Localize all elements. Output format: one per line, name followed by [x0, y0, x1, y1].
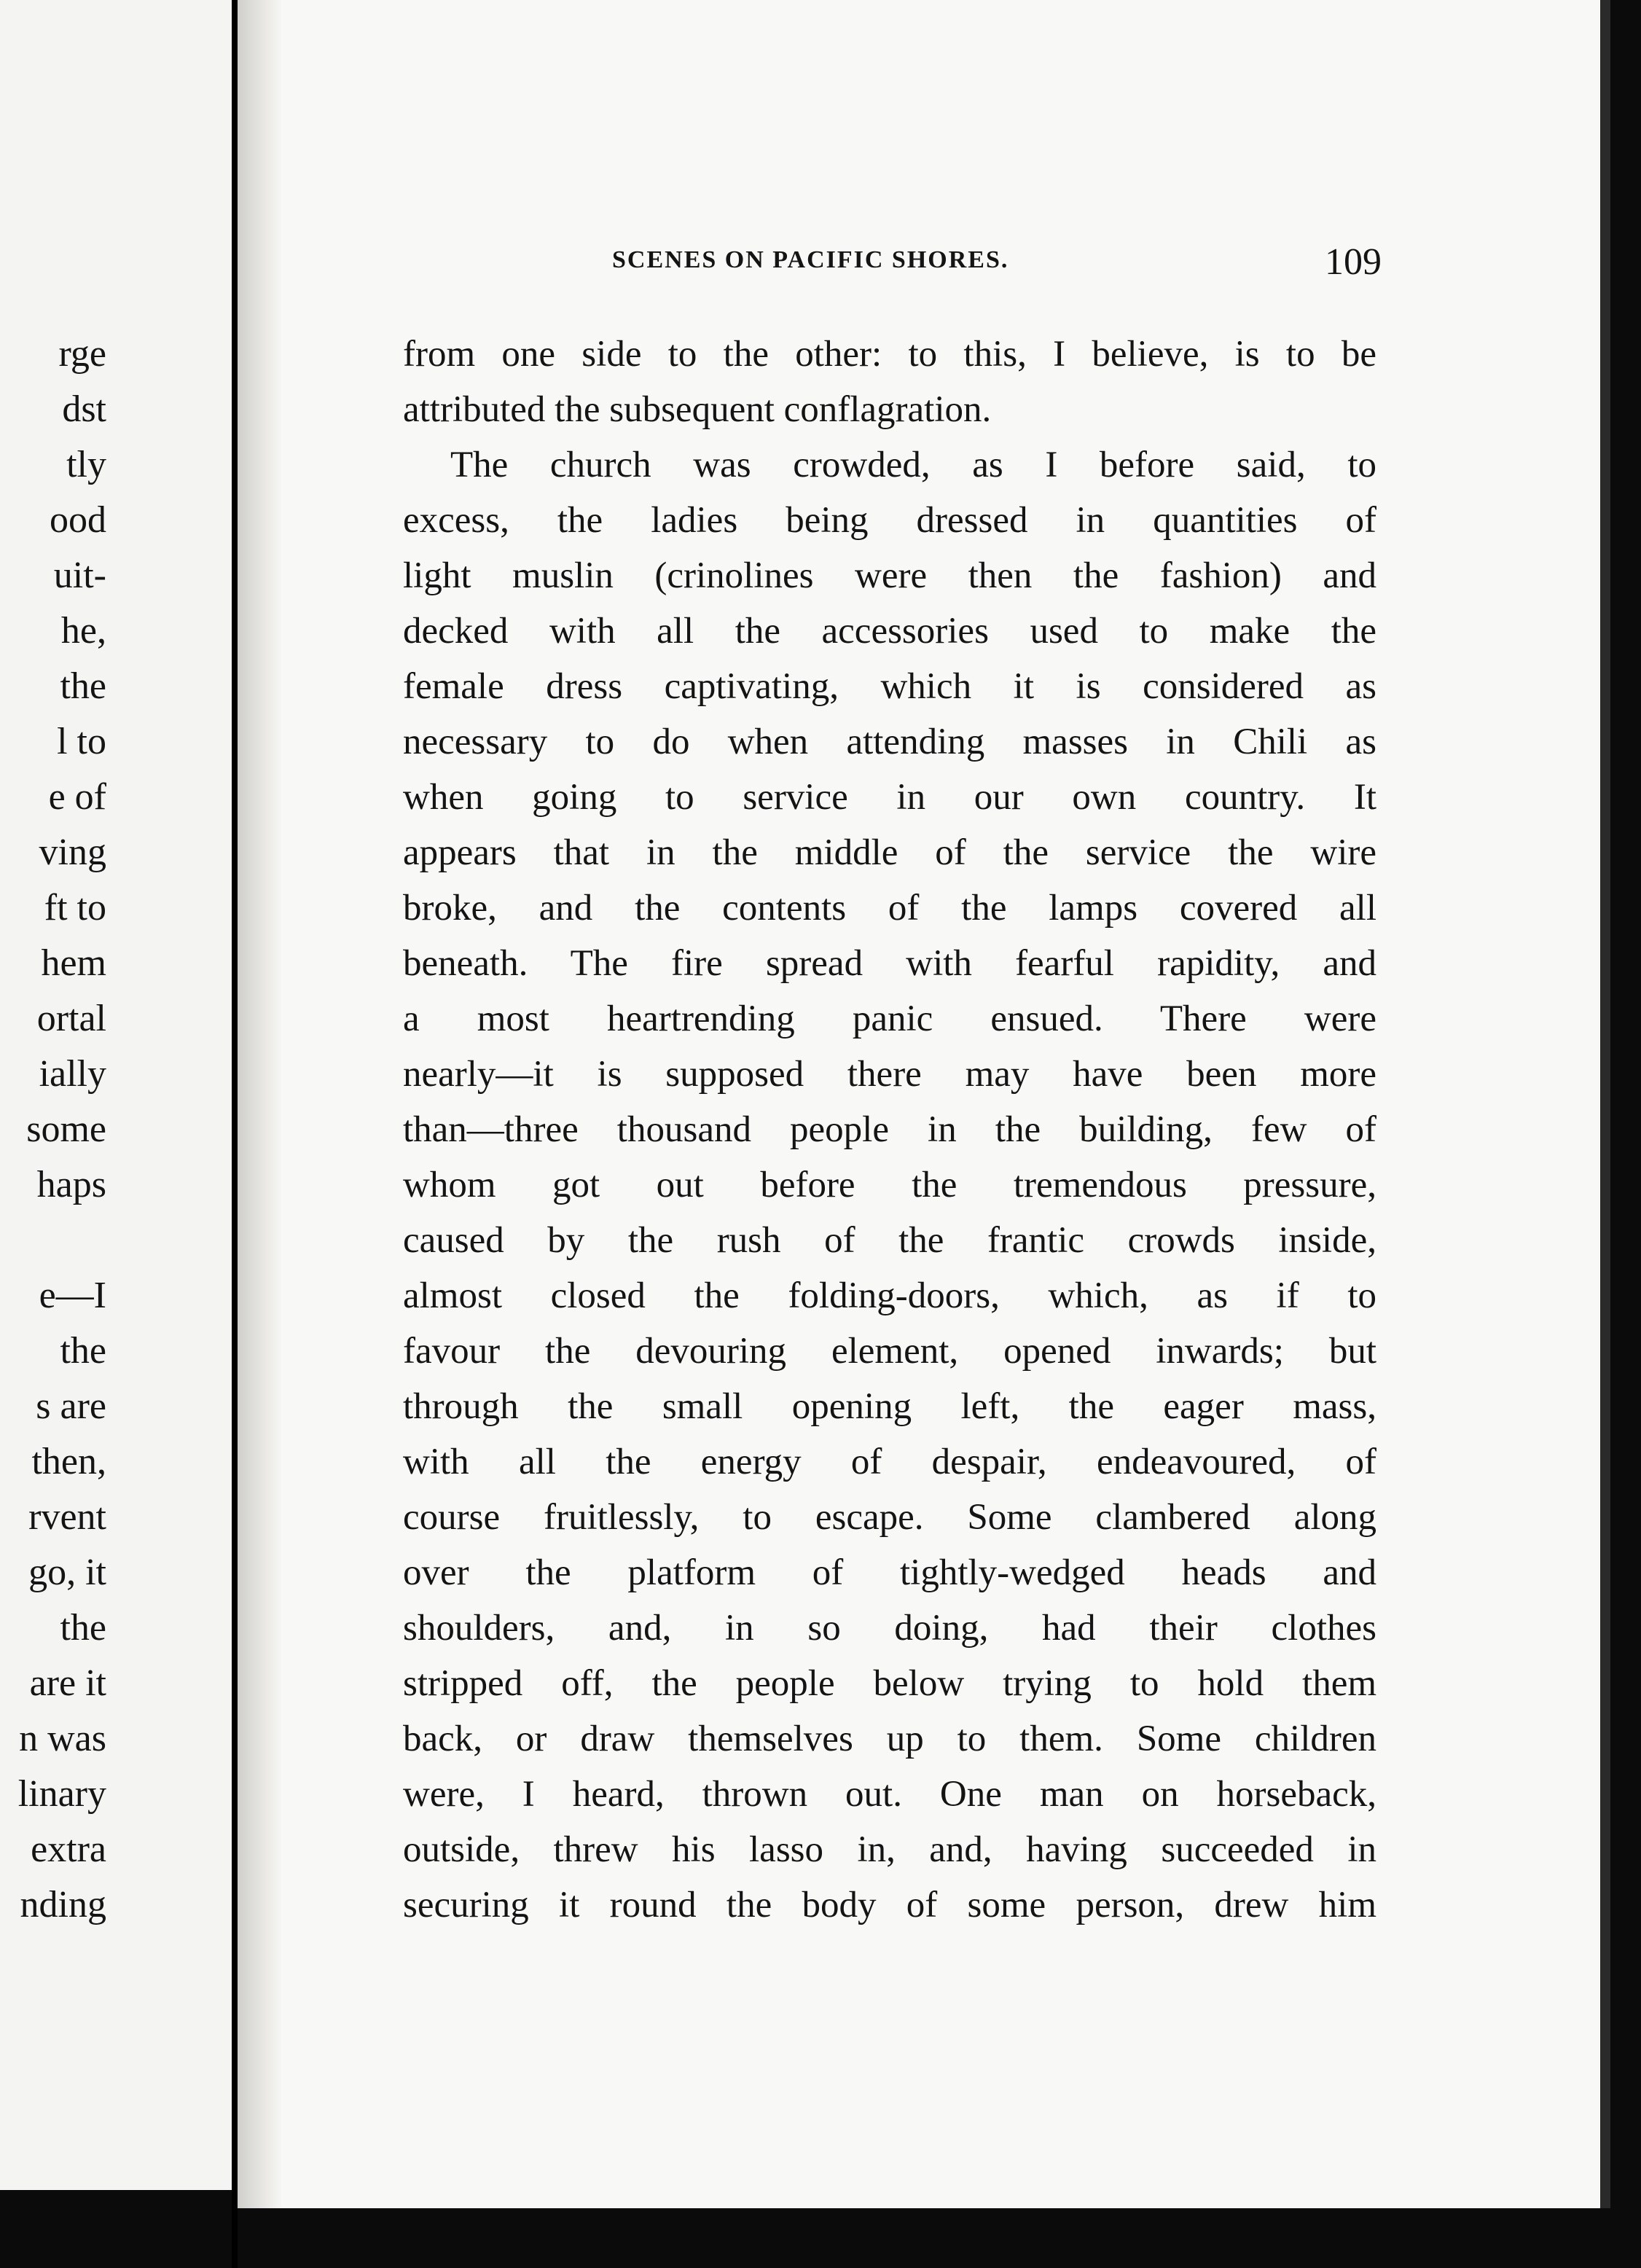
text-line: almost closed the folding-doors, which, as if to [403, 1275, 1376, 1316]
text-line: back, or draw themselves up to them. Some children [403, 1718, 1376, 1759]
running-head: SCENES ON PACIFIC SHORES. [612, 246, 1009, 273]
text-line: caused by the rush of the frantic crowds inside, [403, 1220, 1376, 1261]
text-line: beneath. The fire spread with fearful rapidity, and [403, 943, 1376, 984]
text-line: attributed the subsequent conflagration. [403, 389, 992, 430]
text-line: shoulders, and, in so doing, had their clothes [403, 1608, 1376, 1649]
text-line: appears that in the middle of the service the wire [403, 832, 1376, 873]
left-line: haps [36, 1164, 106, 1205]
left-page [0, 0, 232, 2190]
text-line: necessary to do when attending masses in Chili as [403, 722, 1376, 762]
text-line: outside, threw his lasso in, and, having succeeded in [403, 1829, 1376, 1870]
left-line-gap [18, 1213, 106, 1268]
left-line: n was [19, 1718, 106, 1759]
left-line: ft to [44, 887, 106, 928]
left-line: then, [31, 1441, 106, 1482]
text-line: excess, the ladies being dressed in quantities of [403, 500, 1376, 541]
text-line: a most heartrending panic ensued. There were [403, 998, 1376, 1039]
text-line: nearly—it is supposed there may have been more [403, 1054, 1376, 1095]
left-line: the [60, 1330, 106, 1372]
text-line: were, I heard, thrown out. One man on horseback, [403, 1774, 1376, 1815]
text-line: favour the devouring element, opened inwards; but [403, 1331, 1376, 1372]
left-line: l to [57, 721, 106, 762]
book-spine [232, 0, 238, 2268]
left-line: rvent [28, 1496, 106, 1538]
text-line: decked with all the accessories used to make the [403, 611, 1376, 652]
left-line: linary [17, 1773, 106, 1815]
text-line: securing it round the body of some person, drew him [403, 1885, 1376, 1925]
left-line: s are [36, 1385, 106, 1427]
left-line: he, [60, 610, 106, 652]
text-line: when going to service in our own country. It [403, 777, 1376, 818]
page-gutter [238, 0, 281, 2208]
text-line: over the platform of tightly-wedged heads and [403, 1552, 1376, 1593]
left-line: extra [31, 1829, 106, 1870]
page-edge [1600, 0, 1610, 2208]
text-line: course fruitlessly, to escape. Some clambered along [403, 1497, 1376, 1538]
left-line: go, it [28, 1552, 106, 1593]
left-line: tly [66, 444, 106, 485]
text-line: whom got out before the tremendous pressure, [403, 1165, 1376, 1205]
body-text [403, 326, 1376, 1933]
left-line: hem [41, 942, 106, 984]
left-line: uit- [53, 555, 106, 596]
left-line: are it [29, 1662, 106, 1704]
text-line: stripped off, the people below trying to hold them [403, 1663, 1376, 1704]
left-line: ood [50, 499, 106, 541]
left-line: e—I [39, 1275, 106, 1316]
text-line: The church was crowded, as I before said, to [450, 445, 1376, 485]
text-line: than—three thousand people in the building, few of [403, 1109, 1376, 1150]
text-line: with all the energy of despair, endeavoured, of [403, 1442, 1376, 1482]
left-line: ially [39, 1053, 106, 1095]
left-line: rge [58, 333, 106, 375]
text-line: through the small opening left, the eager mass, [403, 1386, 1376, 1427]
left-line: the [60, 1607, 106, 1649]
text-line: light muslin (crinolines were then the fashion) and [403, 555, 1376, 596]
left-line: dst [62, 388, 106, 430]
text-line: from one side to the other: to this, I believe, is to be [403, 334, 1376, 375]
left-line: ving [39, 832, 106, 873]
left-line: e of [48, 776, 106, 818]
left-line: the [60, 665, 106, 707]
left-page-text [18, 326, 106, 1933]
left-line: some [26, 1108, 106, 1150]
left-line: nding [20, 1884, 106, 1925]
page-number: 109 [1325, 241, 1382, 283]
left-line: ortal [36, 998, 106, 1039]
text-line: female dress captivating, which it is considered as [403, 666, 1376, 707]
text-line: broke, and the contents of the lamps covered all [403, 888, 1376, 928]
